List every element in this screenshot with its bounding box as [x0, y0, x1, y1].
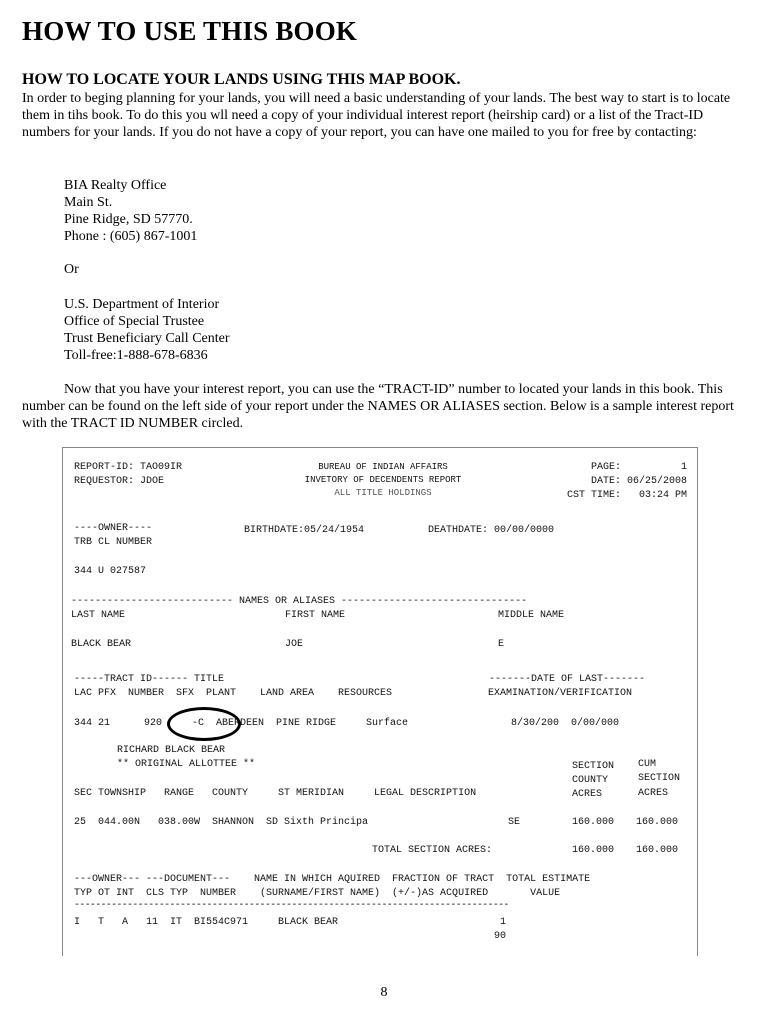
exam-columns: EXAMINATION/VERIFICATION — [488, 688, 633, 699]
tract-id-number: 920 — [144, 718, 163, 729]
holdings-label: ALL TITLE HOLDINGS — [334, 488, 432, 498]
owner-columns: TRB CL NUMBER — [74, 537, 153, 548]
section-label-2: SECTION — [638, 773, 681, 784]
report-date: DATE: 06/25/2008 — [590, 476, 687, 487]
section-heading: HOW TO LOCATE YOUR LANDS USING THIS MAP BOOK. — [22, 71, 461, 88]
deathdate: DEATHDATE: 00/00/0000 — [428, 525, 555, 536]
sample-interest-report — [62, 447, 698, 956]
section-row: 25 044.00N 038.00W SHANNON SD Sixth Principa — [74, 817, 369, 828]
tract-dates: 8/30/200 0/00/000 — [511, 718, 620, 729]
total-label: TOTAL SECTION ACRES: — [372, 845, 493, 856]
last-name: BLACK BEAR — [71, 639, 132, 650]
owner-number: 344 U 027587 — [74, 566, 147, 577]
owner-header: ----OWNER---- — [74, 523, 153, 534]
report-time: CST TIME: 03:24 PM — [566, 490, 687, 501]
fraction-denominator: 90 — [494, 931, 507, 942]
ownership-columns: TYP OT INT CLS TYP NUMBER (SURNAME/FIRST NAME) (+/-)AS ACQUIRED VALUE — [74, 888, 561, 899]
birthdate: BIRTHDATE:05/24/1954 — [244, 525, 365, 536]
last-name-label: LAST NAME — [71, 610, 126, 621]
address-line: U.S. Department of Interior — [64, 297, 220, 312]
first-name: JOE — [285, 639, 304, 650]
doi-address-block — [64, 296, 230, 364]
total-cum-acres: 160.000 — [636, 845, 679, 856]
ownership-row: I T A 11 IT BI554C971 BLACK BEAR — [74, 917, 339, 928]
fraction-numerator: 1 — [500, 917, 507, 928]
address-line: Pine Ridge, SD 57770. — [64, 212, 193, 227]
page-title: HOW TO USE THIS BOOK — [22, 16, 358, 46]
address-line: BIA Realty Office — [64, 178, 167, 193]
ownership-divider: ---------------------------------------------------------------------------------- — [74, 900, 509, 911]
tract-header: -----TRACT ID------ TITLE — [74, 674, 225, 685]
address-line: Toll-free:1-888-678-6836 — [64, 348, 208, 363]
cum-acres-label: ACRES — [638, 788, 669, 799]
intro-paragraph: In order to beging planning for your lands, you will need a basic understanding of your lands. The best way to start is to locate them in tihs book. To do this you wll need a copy of your individual interest report (heirship card) or a list of the Tract-ID numbers for your lands. If you do not have a copy of your report, you can have one mailed to you for free by contacting: — [22, 91, 731, 140]
acres-label: ACRES — [572, 789, 603, 800]
names-divider: --------------------------- NAMES OR ALIASES ------------------------------- — [71, 596, 528, 607]
cum-label: CUM — [638, 759, 657, 770]
tract-columns: LAC PFX NUMBER SFX PLANT LAND AREA RESOURCES — [74, 688, 393, 699]
requestor: REQUESTOR: JDOE — [74, 476, 165, 487]
first-name-label: FIRST NAME — [285, 610, 346, 621]
address-line: Office of Special Trustee — [64, 314, 205, 329]
section-label: SECTION — [572, 761, 615, 772]
address-line: Main St. — [64, 195, 113, 210]
total-acres: 160.000 — [572, 845, 615, 856]
or-text: Or — [64, 262, 79, 277]
address-line: Trust Beneficiary Call Center — [64, 331, 230, 346]
section-columns: SEC TOWNSHIP RANGE COUNTY ST MERIDIAN LEGAL DESCRIPTION — [74, 788, 477, 799]
address-line: Phone : (605) 867-1001 — [64, 229, 198, 244]
date-last-header: -------DATE OF LAST------- — [489, 674, 646, 685]
middle-name-label: MIDDLE NAME — [498, 610, 565, 621]
allottee-name: RICHARD BLACK BEAR — [117, 745, 226, 756]
report-name: INVETORY OF DECENDENTS REPORT — [304, 475, 462, 485]
section-acres: 160.000 — [572, 817, 615, 828]
middle-name: E — [498, 639, 505, 650]
agency-name: BUREAU OF INDIAN AFFAIRS — [318, 462, 448, 472]
tract-lac: 344 21 — [74, 718, 111, 729]
report-id: REPORT-ID: TAO09IR — [74, 462, 183, 473]
instructions-paragraph: Now that you have your interest report, you can use the “TRACT-ID” number to located your lands in this book. This number can be found on the left side of your report under the NAMES OR ALIASES section. Below is a sample interest report with the TRACT ID NUMBER circled. — [22, 382, 734, 431]
page-number: 8 — [380, 985, 388, 1000]
page-label: PAGE: 1 — [590, 462, 687, 473]
legal-description: SE — [508, 817, 521, 828]
county-label: COUNTY — [572, 775, 609, 786]
cum-acres: 160.000 — [636, 817, 679, 828]
tract-details: -C ABERDEEN PINE RIDGE Surface — [192, 718, 409, 729]
ownership-header: ---OWNER--- ---DOCUMENT--- NAME IN WHICH AQUIRED FRACTION OF TRACT TOTAL ESTIMATE — [74, 874, 591, 885]
allottee-label: ** ORIGINAL ALLOTTEE ** — [117, 759, 256, 770]
bia-address-block — [64, 177, 197, 245]
